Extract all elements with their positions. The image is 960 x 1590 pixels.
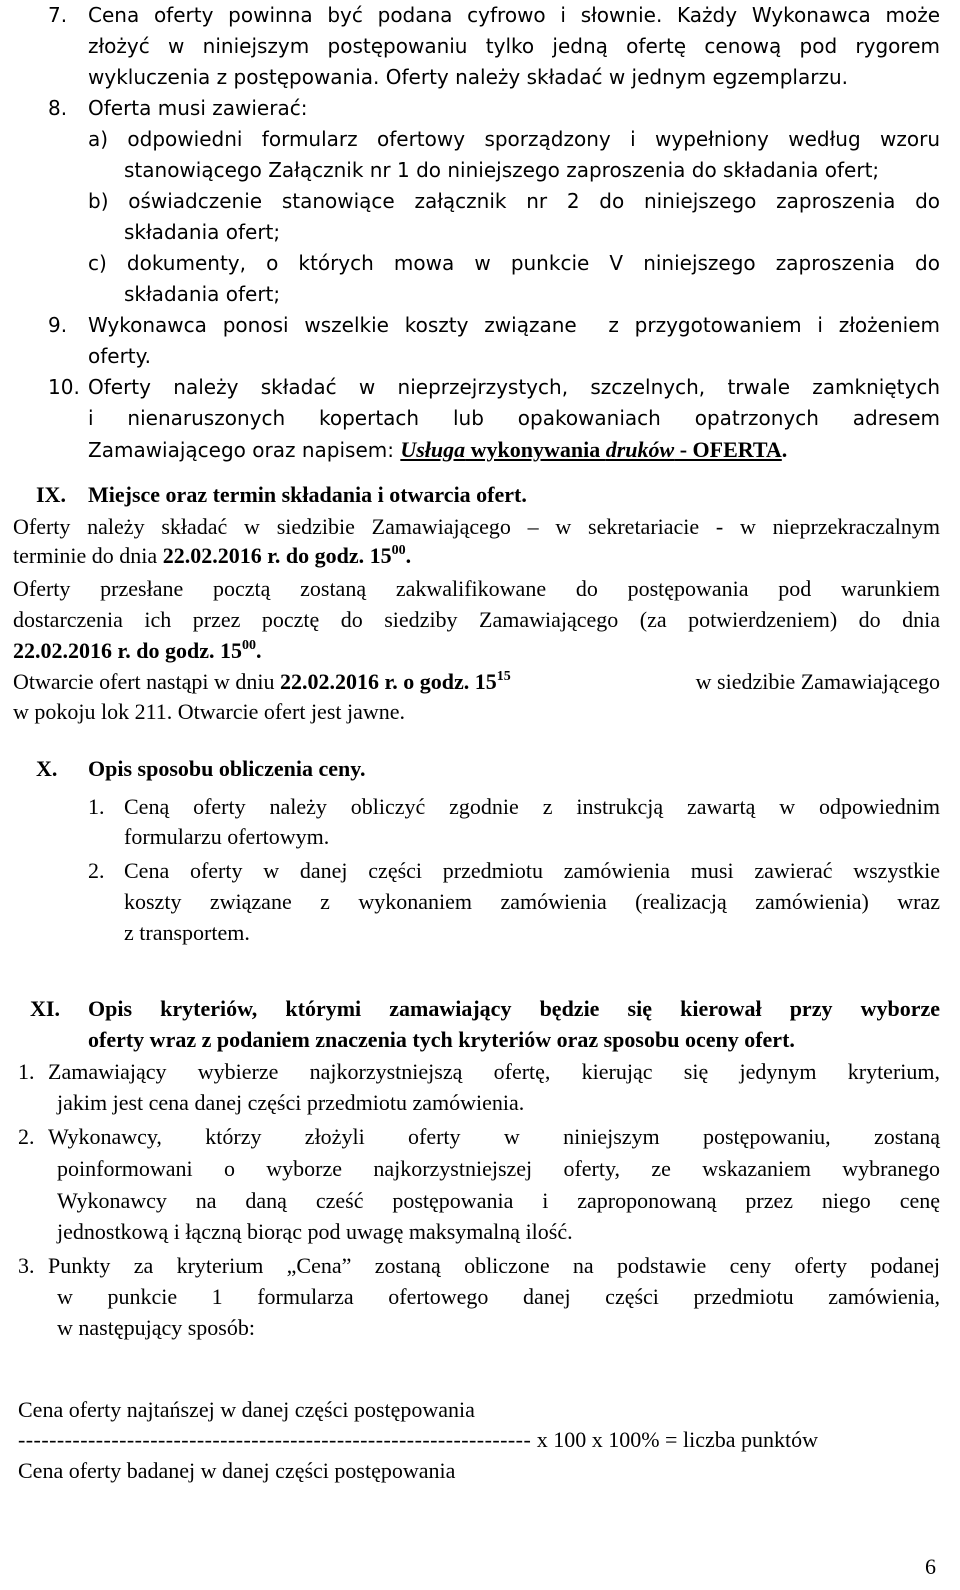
section-11-item-2-line-4: jednostkową i łączną biorąc pod uwagę maksymalną ilość. bbox=[57, 1219, 573, 1244]
opening-date: 22.02.2016 r. o godz. 15 bbox=[279, 669, 497, 694]
section-11-item-3-line-3: w następujący sposób: bbox=[57, 1315, 255, 1340]
section-11-item-1-line-2: jakim jest cena danej części przedmiotu zamówienia. bbox=[57, 1090, 525, 1115]
section-10-item-2-line-3: z transportem. bbox=[124, 920, 250, 945]
formula-denominator: Cena oferty badanej w danej części postępowania bbox=[18, 1458, 456, 1483]
deadline-date: 22.02.2016 r. do godz. 15 bbox=[162, 543, 392, 568]
section-10-item-2-line-2: koszty związane z wykonaniem zamówienia (realizacją zamówienia) wraz bbox=[124, 889, 940, 914]
section-9-p3-line-1 bbox=[13, 671, 940, 693]
opening-place: w siedzibie Zamawiającego bbox=[690, 669, 940, 694]
item-8c-line-1: c) dokumenty, o których mowa w punkcie V niniejszego zaproszenia do bbox=[88, 251, 940, 275]
item-9-number: 9. bbox=[48, 313, 68, 337]
section-9-p3-line-2: w pokoju lok 211. Otwarcie ofert jest jawne. bbox=[13, 699, 406, 724]
section-9-p2-line-2: dostarczenia ich przez pocztę do siedziby Zamawiającego (za potwierdzeniem) do dnia bbox=[13, 607, 940, 632]
formula-multiplier: x 100 x 100% = liczba punktów bbox=[531, 1427, 818, 1452]
item-9-line-1: Wykonawca ponosi wszelkie koszty związane z przygotowaniem i złożeniem bbox=[88, 313, 940, 337]
item-10-line-1: Oferty należy składać w nieprzejrzystych, szczelnych, trwale zamkniętych bbox=[88, 375, 940, 399]
offer-label-end: . bbox=[781, 437, 788, 462]
item-7-line-2: złożyć w niniejszym postępowaniu tylko jedną ofertę cenową pod rygorem bbox=[88, 34, 940, 58]
section-11-item-2-number: 2. bbox=[18, 1124, 35, 1149]
section-11-item-1-line-1: Zamawiający wybierze najkorzystniejszą ofertę, kierując się jedynym kryterium, bbox=[48, 1059, 940, 1084]
item-8-intro: Oferta musi zawierać: bbox=[88, 96, 308, 120]
section-9-number: IX. bbox=[36, 482, 66, 507]
page-number: 6 bbox=[925, 1554, 936, 1579]
postal-deadline-date: 22.02.2016 r. do godz. 15 bbox=[13, 638, 242, 663]
section-11-item-2-line-2: poinformowani o wyborze najkorzystniejszej oferty, ze wskazaniem wybranego bbox=[57, 1156, 940, 1181]
section-11-title-line-1: Opis kryteriów, którymi zamawiający będzie się kierował przy wyborze bbox=[88, 996, 940, 1021]
formula-numerator: Cena oferty najtańszej w danej części postępowania bbox=[18, 1397, 475, 1422]
item-7-line-1: Cena oferty powinna być podana cyfrowo i słownie. Każdy Wykonawca może bbox=[88, 3, 940, 27]
section-10-title: Opis sposobu obliczenia ceny. bbox=[88, 756, 366, 781]
formula-line bbox=[18, 1429, 818, 1451]
section-10-item-1-line-2: formularzu ofertowym. bbox=[124, 824, 330, 849]
offer-label-usluga: Usługa bbox=[400, 437, 466, 462]
offer-label-drukow: druków bbox=[605, 437, 675, 462]
postal-deadline-minutes: 00 bbox=[241, 638, 256, 653]
item-10-line-2: i nienaruszonych kopertach lub opakowaniach opatrzonych adresem bbox=[88, 406, 940, 430]
section-10-item-1-number: 1. bbox=[88, 794, 105, 819]
offer-label-wykonywania: wykonywania bbox=[465, 437, 606, 462]
section-10-number: X. bbox=[36, 756, 58, 781]
section-11-number: XI. bbox=[30, 996, 60, 1021]
section-9-p2-line-3 bbox=[13, 640, 261, 662]
item-7-line-3: wykluczenia z postępowania. Oferty należy składać w jednym egzemplarzu. bbox=[88, 65, 848, 89]
item-7-number: 7. bbox=[48, 3, 68, 27]
item-8a-line-1: a) odpowiedni formularz ofertowy sporządzony i wypełniony według wzoru bbox=[88, 127, 940, 151]
item-10-number: 10. bbox=[48, 375, 80, 399]
section-10-item-2-number: 2. bbox=[88, 858, 105, 883]
section-9-p1-line-2 bbox=[13, 545, 411, 567]
section-9-p2-line-1: Oferty przesłane pocztą zostaną zakwalifikowane do postępowania pod warunkiem bbox=[13, 576, 940, 601]
formula-divider: ------------------------------------------------------------------ bbox=[18, 1427, 532, 1452]
offer-label-oferta: - OFERTA bbox=[674, 437, 782, 462]
section-10-item-1-line-1: Ceną oferty należy obliczyć zgodnie z instrukcją zawartą w odpowiednim bbox=[124, 794, 940, 819]
section-11-item-2-line-3: Wykonawcy na daną cześć postępowania i zaproponowaną przez niego cenę bbox=[57, 1188, 940, 1213]
item-10-line-3-text: Zamawiającego oraz napisem: bbox=[88, 438, 401, 462]
postal-deadline-end: . bbox=[255, 638, 262, 663]
item-10-line-3 bbox=[88, 439, 787, 461]
item-8b-line-1: b) oświadczenie stanowiące załącznik nr 2 do niniejszego zaproszenia do bbox=[88, 189, 940, 213]
section-11-item-3-number: 3. bbox=[18, 1253, 35, 1278]
item-8b-line-2: składania ofert; bbox=[124, 220, 281, 244]
section-11-item-3-line-1: Punkty za kryterium „Cena” zostaną obliczone na podstawie ceny oferty podanej bbox=[48, 1253, 940, 1278]
section-9-title: Miejsce oraz termin składania i otwarcia ofert. bbox=[88, 482, 527, 507]
section-11-item-3-line-2: w punkcie 1 formularza ofertowego danej części przedmiotu zamówienia, bbox=[57, 1284, 940, 1309]
section-11-item-2-line-1: Wykonawcy, którzy złożyli oferty w niniejszym postępowaniu, zostaną bbox=[48, 1124, 940, 1149]
opening-minutes: 15 bbox=[496, 669, 511, 684]
deadline-end: . bbox=[405, 543, 412, 568]
section-10-item-2-line-1: Cena oferty w danej części przedmiotu zamówienia musi zawierać wszystkie bbox=[124, 858, 940, 883]
item-9-line-2: oferty. bbox=[88, 344, 151, 368]
deadline-minutes: 00 bbox=[391, 543, 406, 558]
item-8-number: 8. bbox=[48, 96, 68, 120]
item-8a-line-2: stanowiącego Załącznik nr 1 do niniejszego zaproszenia do składania ofert; bbox=[124, 158, 880, 182]
section-9-p1-line-1: Oferty należy składać w siedzibie Zamawiającego – w sekretariacie - w nieprzekraczalnym bbox=[13, 514, 940, 539]
deadline-text: terminie do dnia bbox=[13, 543, 163, 568]
item-8c-line-2: składania ofert; bbox=[124, 282, 281, 306]
opening-text: Otwarcie ofert nastąpi w dniu bbox=[13, 669, 280, 694]
section-11-title-line-2: oferty wraz z podaniem znaczenia tych kryteriów oraz sposobu oceny ofert. bbox=[88, 1027, 795, 1052]
section-11-item-1-number: 1. bbox=[18, 1059, 35, 1084]
